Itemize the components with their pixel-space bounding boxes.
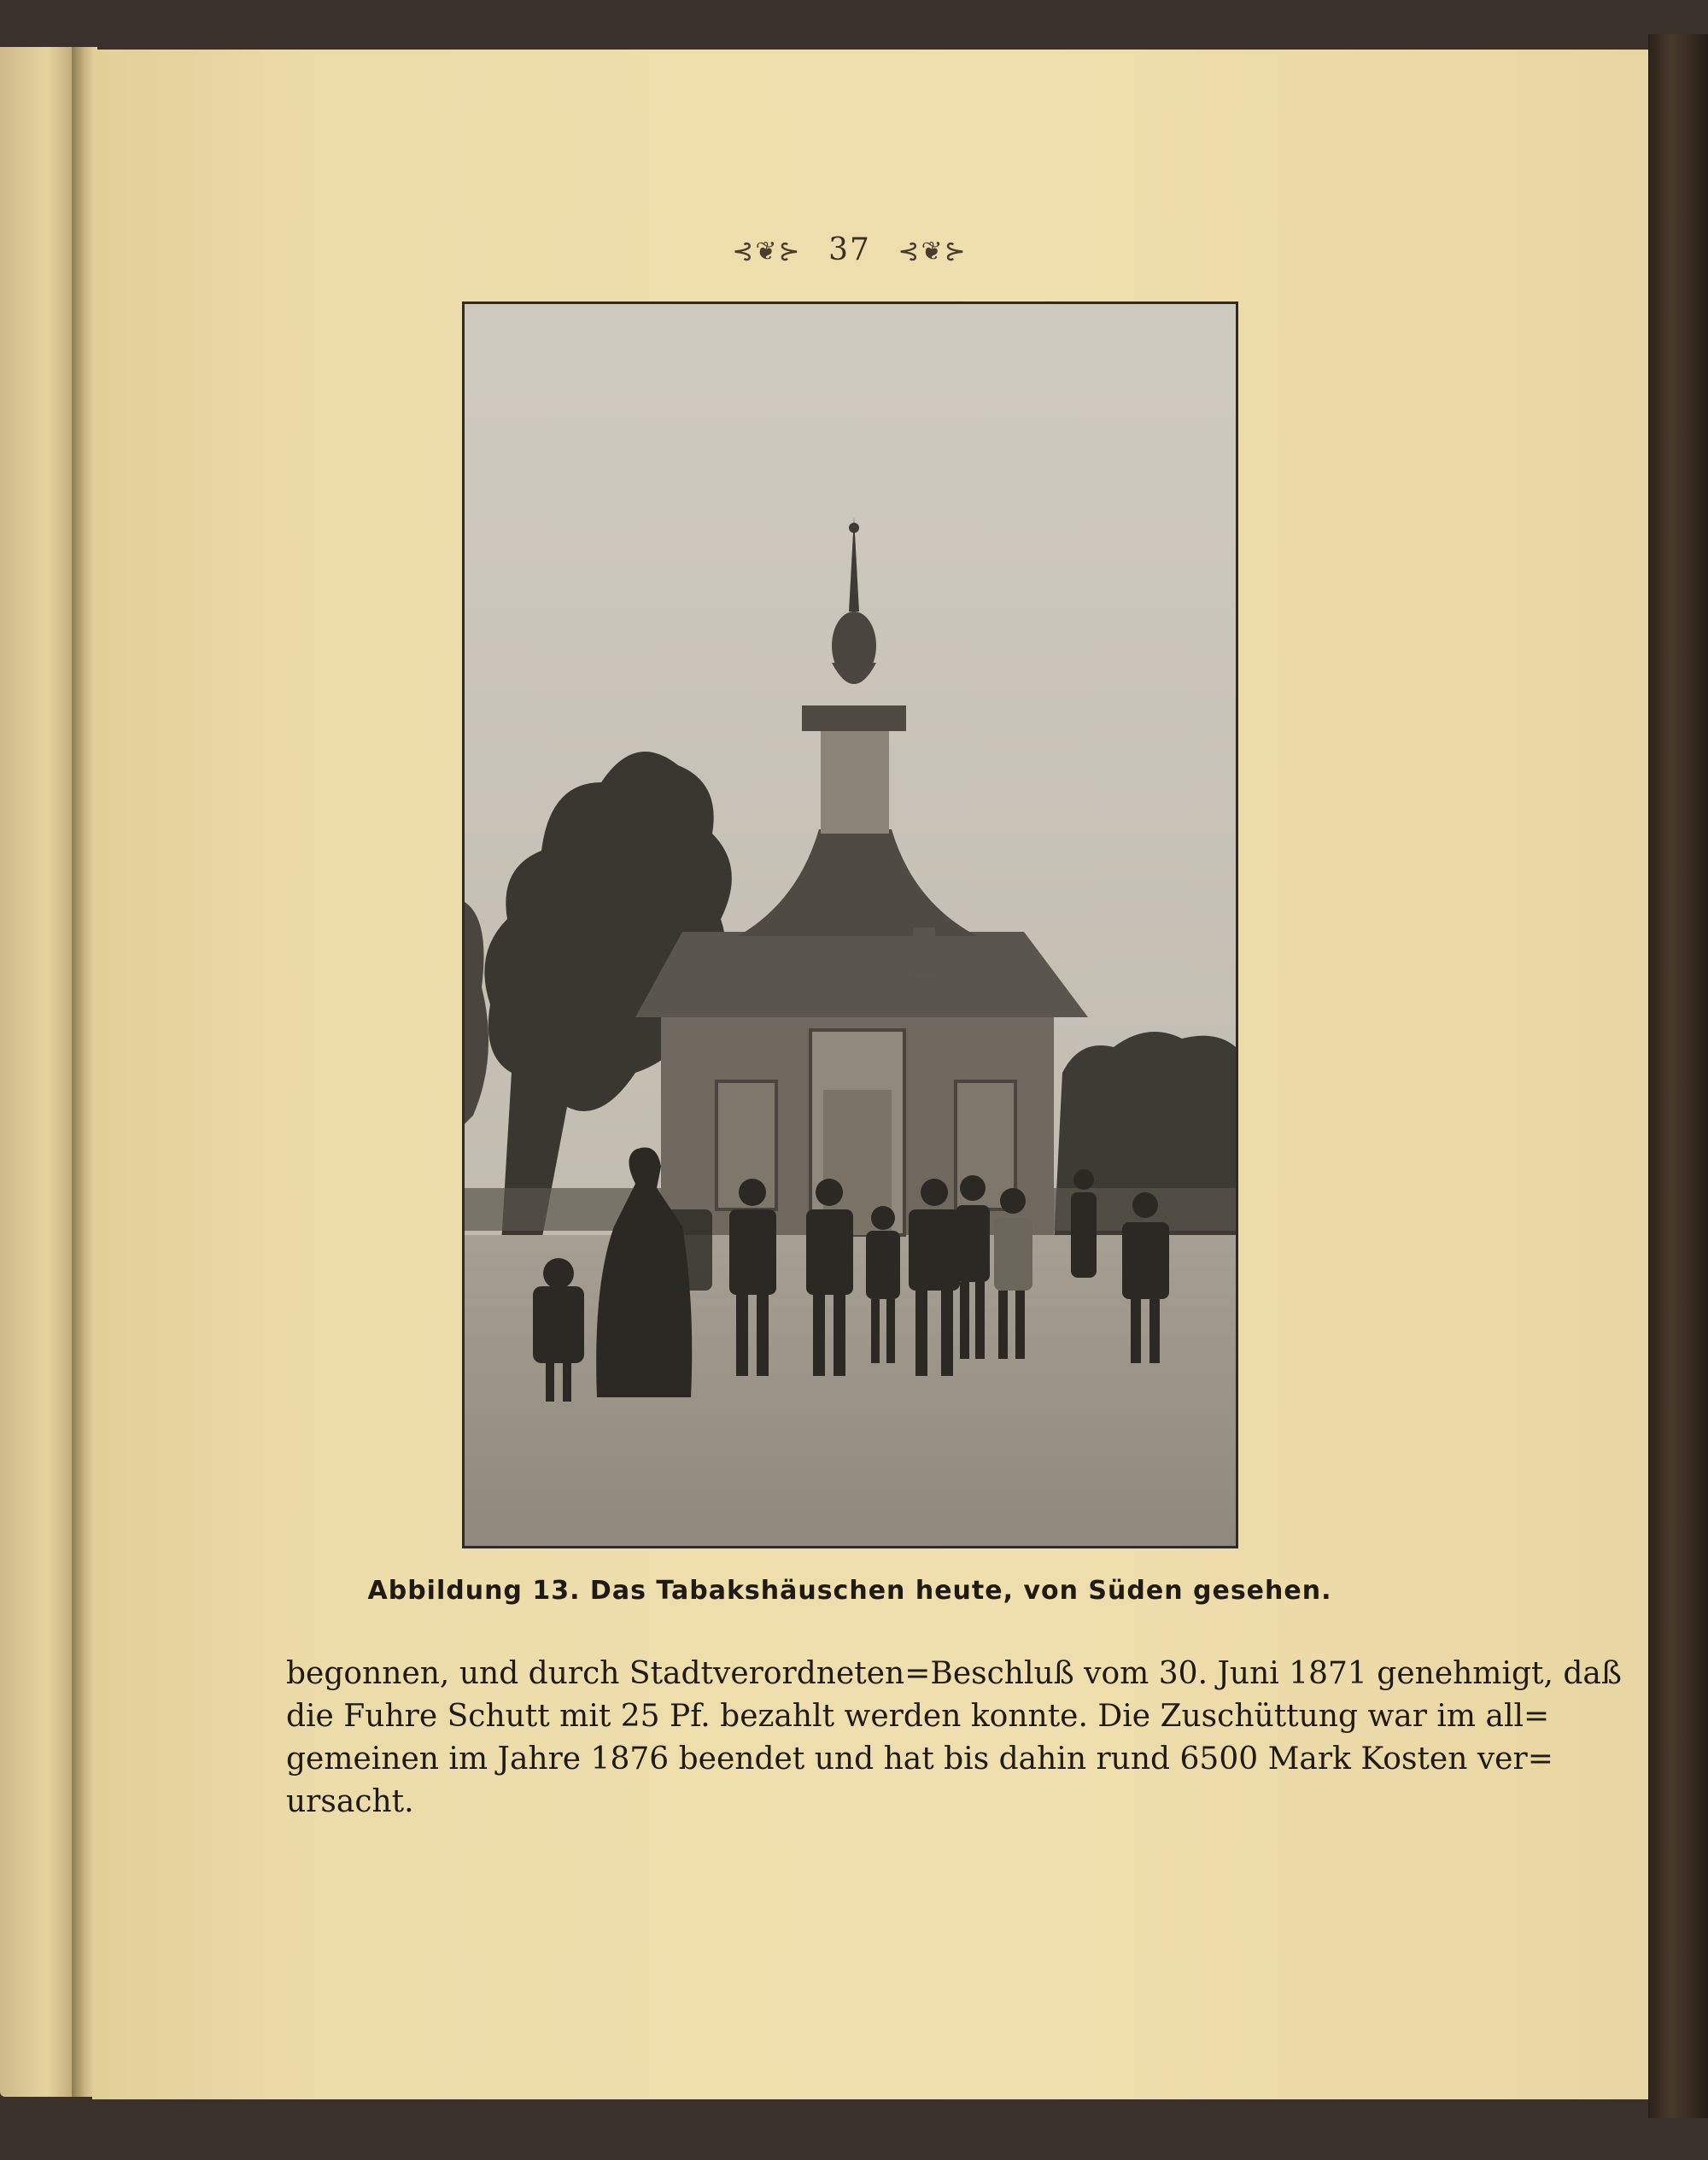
book-cover-edge <box>1648 34 1708 2118</box>
page-number: 37 <box>828 232 871 267</box>
ornament-left-icon: ⊰❦⊱ <box>732 237 802 266</box>
body-line: begonnen, und durch Stadtverordneten=Beschluß vom 30. Juni 1871 genehmigt, daß <box>286 1656 1622 1691</box>
page-number-header <box>0 232 1699 267</box>
figure-caption: Abbildung 13. Das Tabakshäuschen heute, von Süden gesehen. <box>367 1576 1332 1606</box>
body-line: gemeinen im Jahre 1876 beendet und hat bis dahin rund 6500 Mark Kosten ver= <box>286 1741 1553 1777</box>
body-line: die Fuhre Schutt mit 25 Pf. bezahlt werden konnte. Die Zuschüttung war im all= <box>286 1699 1550 1734</box>
body-line: ursacht. <box>286 1784 414 1819</box>
figure-photograph <box>462 301 1238 1548</box>
body-paragraph <box>286 1653 1622 1823</box>
ornament-right-icon: ⊰❦⊱ <box>898 237 968 266</box>
previous-page-edge <box>0 47 79 2097</box>
tabakshaeuschen-photo-icon <box>465 304 1236 1546</box>
